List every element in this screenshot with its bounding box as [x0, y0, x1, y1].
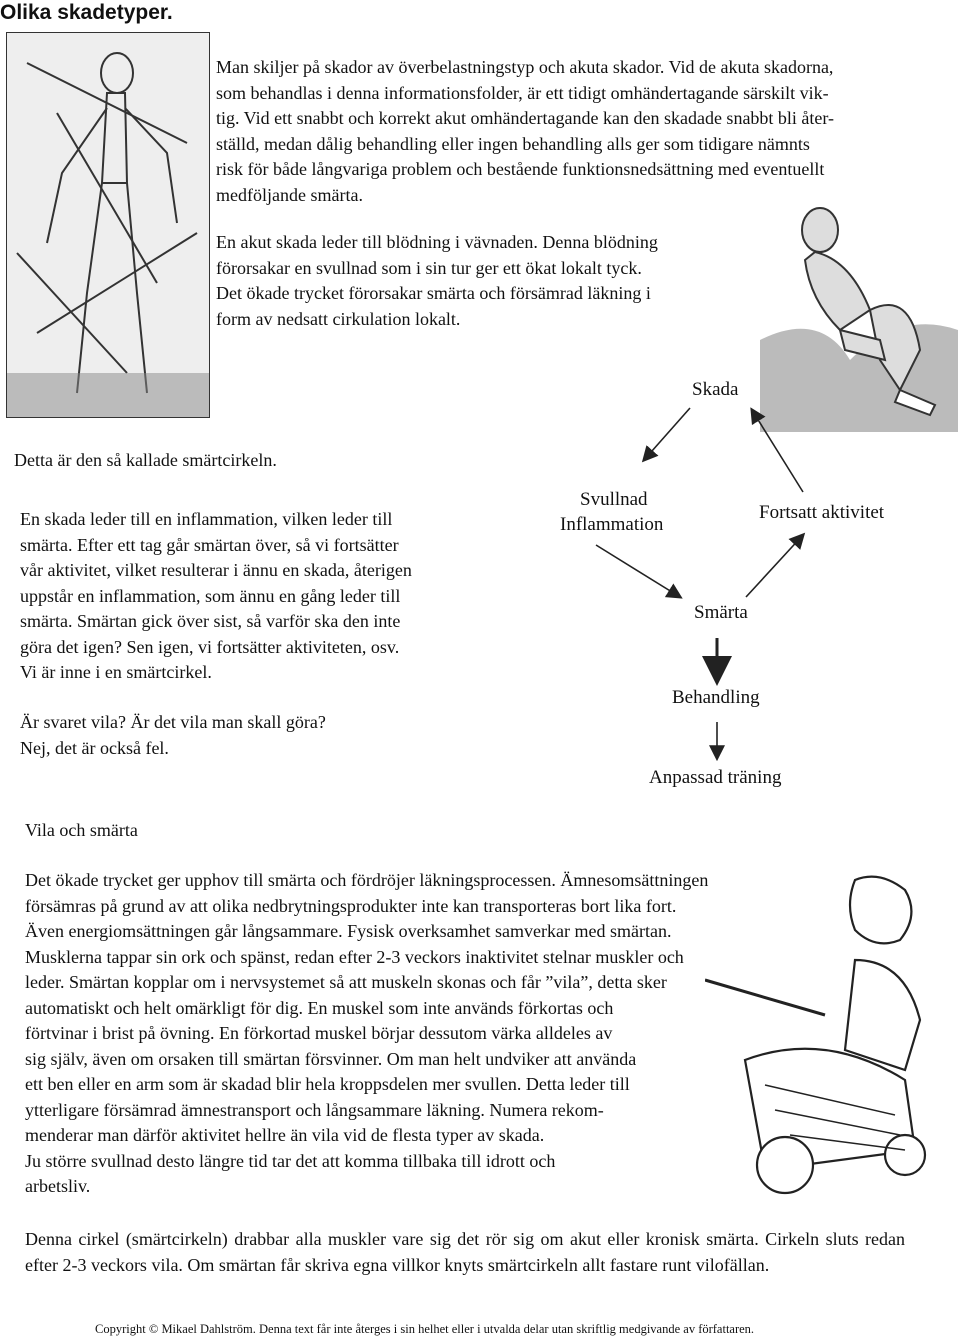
circle-line: smärta. Smärtan gick över sist, så varför ska den inte [20, 611, 401, 631]
diagram-fortsatt-aktivitet: Fortsatt aktivitet [759, 502, 885, 523]
copyright-footer: Copyright © Mikael Dahlström. Denna text får inte återges i sin helhet eller i utvalda delar utan skriftlig medgivande av författaren. [95, 1322, 755, 1336]
intro-line: tig. Vid ett snabbt och korrekt akut omhändertagande kan den skadade snabbt bli åter- [216, 108, 835, 128]
cartoon-resting-man-icon [705, 870, 950, 1200]
arrow-skada-to-inflammation [644, 408, 690, 460]
arrow-inflammation-to-smarta [596, 545, 680, 597]
arrow-fortsatt-to-skada [752, 410, 803, 492]
rest-line: automatiskt och helt omärkligt för dig. En muskel som inte används förkortas och [25, 997, 614, 1018]
circle-line: vår aktivitet, vilket resulterar i ännu en skada, återigen [20, 560, 412, 580]
acute-line: förorsakar en svullnad som i sin tur ger ett ökat lokalt tyck. [216, 257, 642, 278]
diagram-behandling: Behandling [672, 687, 760, 708]
acute-line: form av nedsatt cirkulation lokalt. [216, 308, 461, 329]
circle-line: uppstår en inflammation, som ännu en gång leder till [20, 585, 401, 606]
intro-line: som behandlas i denna informationsfolder, är ett tidigt omhändertagande särskilt vik- [216, 82, 829, 103]
diagram-skada: Skada [692, 379, 739, 400]
diagram-svullnad: Svullnad [580, 489, 648, 510]
acute-line: En akut skada leder till blödning i vävnaden. Denna blödning [216, 232, 658, 252]
diagram-anpassad-traning: Anpassad träning [649, 767, 782, 788]
question-line: Nej, det är också fel. [20, 737, 169, 758]
circle-intro-text: Detta är den så kallade smärtcirkeln. [14, 450, 277, 470]
diagram-smarta: Smärta [694, 602, 748, 623]
intro-line: medföljande smärta. [216, 184, 363, 205]
rest-line: förtvinar i brist på övning. En förkortad muskel börjar dessutom värka alldeles av [25, 1023, 613, 1043]
rest-line: Musklerna tappar sin ork och spänst, redan efter 2-3 veckors inaktivitet stelnar muskler och [25, 946, 684, 967]
intro-line: risk för både långvariga problem och bestående funktionsnedsättning med eventuellt [216, 159, 825, 179]
rest-line: sig själv, även om orsaken till smärtan försvinner. Om man helt undviker att använda [25, 1048, 637, 1069]
circle-line: En skada leder till en inflammation, vilken leder till [20, 509, 393, 529]
rest-line: ett ben eller en arm som är skadad blir hela kroppsdelen mer svullen. Detta leder till [25, 1074, 630, 1094]
circle-line: smärta. Efter ett tag går smärtan över, så vi fortsätter [20, 534, 399, 555]
section-heading-vila [25, 818, 138, 844]
rest-line: Det ökade trycket ger upphov till smärta och fördröjer läkningsprocessen. Ämnesomsättningen [25, 870, 709, 890]
rest-line: leder. Smärtan kopplar om i nervsystemet så att muskeln skonas och får ”vila”, detta sker [25, 972, 667, 992]
rest-line: Ju större svullnad desto längre tid tar det att komma tillbaka till idrott och [25, 1150, 556, 1171]
intro-line: ställd, medan dålig behandling eller ingen behandling alls ger som tidigare nämnts [216, 133, 810, 154]
section-heading-text: Vila och smärta [25, 820, 138, 840]
question-line: Är svaret vila? Är det vila man skall göra? [20, 712, 326, 732]
acute-line: Det ökade trycket förorsakar smärta och försämrad läkning i [216, 283, 651, 303]
circle-line: göra det igen? Sen igen, vi fortsätter aktiviteten, osv. [20, 636, 400, 657]
rest-line: Även energiomsättningen går långsammare. Fysisk overksamhet samverkar med smärtan. [25, 921, 672, 941]
rest-line: ytterligare försämrad ämnestransport och långsammare läkning. Numera rekom- [25, 1099, 604, 1120]
cartoon-resting-man-image [705, 870, 950, 1200]
rest-line: arbetsliv. [25, 1176, 91, 1196]
rest-line: menderar man därför aktivitet hellre än vila vid de flesta typer av skada. [25, 1125, 545, 1145]
arrow-smarta-to-fortsatt [746, 535, 803, 597]
intro-line: Man skiljer på skador av överbelastningstyp och akuta skador. Vid de akuta skadorna, [216, 57, 834, 77]
diagram-inflammation: Inflammation [560, 514, 664, 535]
circle-line: Vi är inne i en smärtcirkel. [20, 662, 212, 682]
rest-line: försämras på grund av att olika nedbrytningsprodukter inte kan transporteras bort lika fort. [25, 895, 677, 916]
final-paragraph: Denna cirkel (smärtcirkeln) drabbar alla muskler vare sig det rör sig om akut eller kronisk smärta. Cirkeln sluts redan efter 2-3 veckors vila. Om smärtan får skriva egna villkor knyts smärtcirkeln allt fastare runt vilofällan. [25, 1229, 905, 1275]
page-title: Olika skadetyper. [0, 1, 173, 24]
